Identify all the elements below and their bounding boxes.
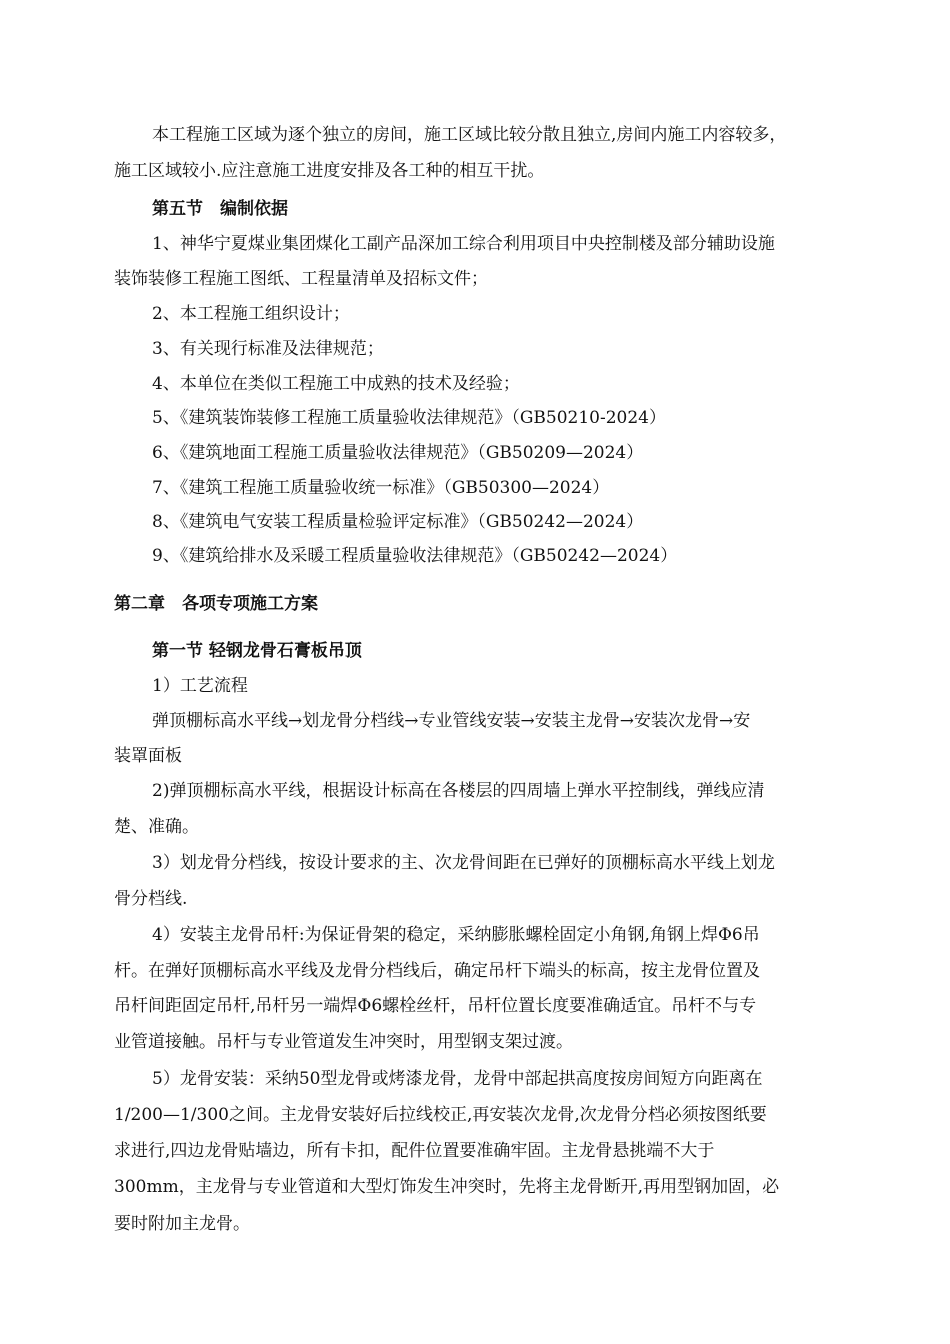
basis-item-9: 9、《建筑给排水及采暖工程质量验收法律规范》（GB50242—2024） — [152, 546, 678, 566]
step4-line-4: 业管道接触。吊杆与专业管道发生冲突时，用型钢支架过渡。 — [114, 1032, 573, 1052]
step4-line-3: 吊杆间距固定吊杆,吊杆另一端焊Φ6螺栓丝杆，吊杆位置长度要准确适宜。吊杆不与专 — [114, 996, 757, 1016]
basis-item-1-line-1: 1、神华宁夏煤业集团煤化工副产品深加工综合利用项目中央控制楼及部分辅助设施 — [152, 234, 775, 254]
step2-line-2: 楚、准确。 — [114, 817, 199, 837]
basis-item-3: 3、有关现行标准及法律规范； — [152, 339, 384, 359]
step5-line-4: 300mm，主龙骨与专业管道和大型灯饰发生冲突时，先将主龙骨断开,再用型钢加固，必 — [114, 1177, 780, 1197]
step2-line-1: 2)弹顶棚标高水平线，根据设计标高在各楼层的四周墙上弹水平控制线，弹线应清 — [152, 781, 765, 801]
basis-item-4: 4、本单位在类似工程施工中成熟的技术及经验； — [152, 374, 520, 394]
chapter2-title: 第二章 各项专项施工方案 — [114, 594, 318, 614]
step5-line-3: 求进行,四边龙骨贴墙边，所有卡扣，配件位置要准确牢固。主龙骨悬挑端不大于 — [114, 1141, 715, 1161]
basis-item-7: 7、《建筑工程施工质量验收统一标准》（GB50300—2024） — [152, 478, 610, 498]
step5-line-5: 要时附加主龙骨。 — [114, 1214, 250, 1234]
process-heading: 1）工艺流程 — [152, 676, 248, 696]
step4-line-2: 杆。在弹好顶棚标高水平线及龙骨分档线后，确定吊杆下端头的标高，按主龙骨位置及 — [114, 961, 760, 981]
intro-line-2: 施工区域较小.应注意施工进度安排及各工种的相互干扰。 — [114, 161, 545, 181]
basis-item-2: 2、本工程施工组织设计； — [152, 304, 350, 324]
process-line-2: 装罩面板 — [114, 746, 182, 766]
step3-line-2: 骨分档线. — [114, 889, 188, 909]
intro-line-1: 本工程施工区域为逐个独立的房间，施工区域比较分散且独立,房间内施工内容较多， — [152, 125, 787, 145]
basis-item-5: 5、《建筑装饰装修工程施工质量验收法律规范》（GB50210-2024） — [152, 408, 666, 428]
process-line-1: 弹顶棚标高水平线→划龙骨分档线→专业管线安装→安装主龙骨→安装次龙骨→安 — [152, 711, 751, 731]
section1-title: 第一节 轻钢龙骨石膏板吊顶 — [152, 641, 362, 661]
basis-item-8: 8、《建筑电气安装工程质量检验评定标准》（GB50242—2024） — [152, 512, 644, 532]
step3-line-1: 3）划龙骨分档线，按设计要求的主、次龙骨间距在已弹好的顶棚标高水平线上划龙 — [152, 853, 775, 873]
basis-item-6: 6、《建筑地面工程施工质量验收法律规范》（GB50209—2024） — [152, 443, 644, 463]
step5-line-2: 1/200—1/300之间。主龙骨安装好后拉线校正,再安装次龙骨,次龙骨分档必须按图纸要 — [114, 1105, 767, 1125]
step5-line-1: 5）龙骨安装：采纳50型龙骨或烤漆龙骨，龙骨中部起拱高度按房间短方向距离在 — [152, 1069, 763, 1089]
basis-item-1-line-2: 装饰装修工程施工图纸、工程量清单及招标文件； — [114, 269, 488, 289]
section5-title: 第五节 编制依据 — [152, 199, 288, 219]
step4-line-1: 4）安装主龙骨吊杆:为保证骨架的稳定，采纳膨胀螺栓固定小角钢,角钢上焊Φ6吊 — [152, 925, 760, 945]
